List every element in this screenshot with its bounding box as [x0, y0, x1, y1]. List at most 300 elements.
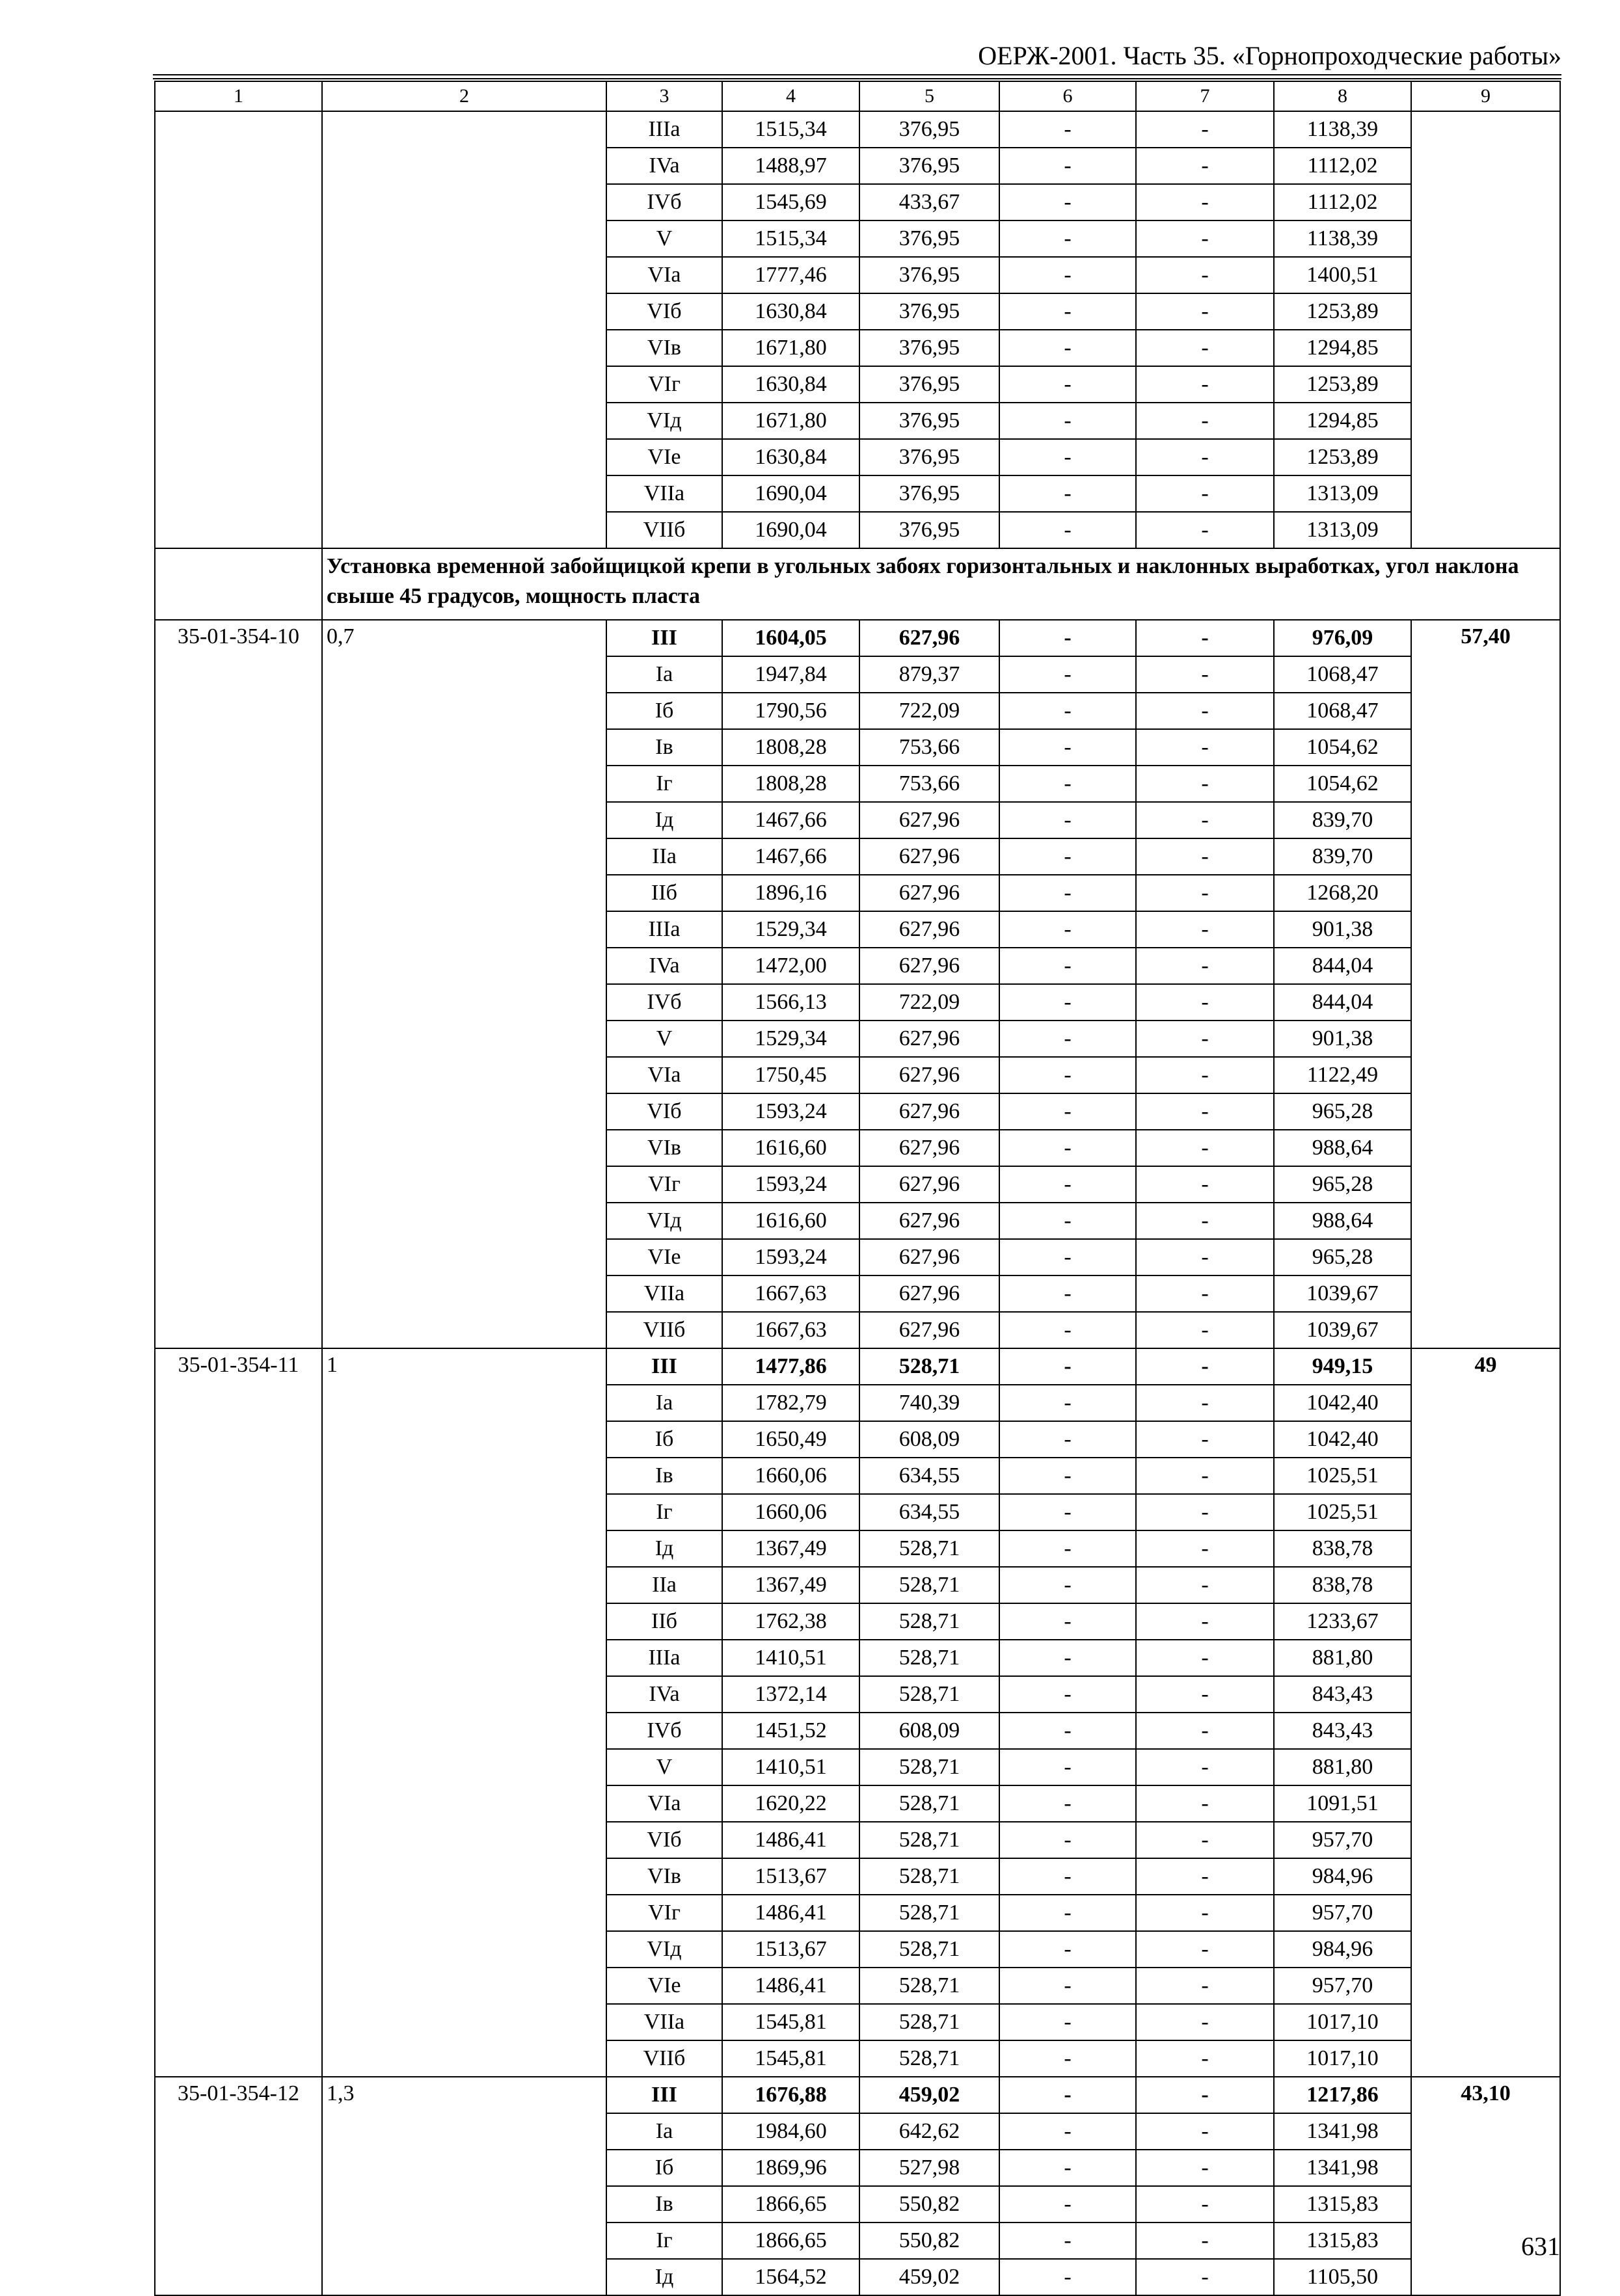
value-cell: 627,96 — [859, 875, 999, 911]
value-cell: - — [1136, 1785, 1274, 1822]
value-cell: - — [999, 1749, 1136, 1785]
value-cell: VIa — [606, 1057, 722, 1093]
value-cell: 1042,40 — [1274, 1421, 1411, 1458]
value-cell: 1808,28 — [722, 766, 859, 802]
value-cell: 528,71 — [859, 2004, 999, 2040]
value-cell: 1068,47 — [1274, 656, 1411, 693]
total-cell: 49 — [1411, 1348, 1560, 2077]
value-cell: 901,38 — [1274, 1021, 1411, 1057]
value-cell: 1341,98 — [1274, 2113, 1411, 2150]
value-cell: - — [999, 1785, 1136, 1822]
value-cell: 984,96 — [1274, 1858, 1411, 1895]
value-cell: 634,55 — [859, 1494, 999, 1530]
value-cell: 1054,62 — [1274, 729, 1411, 766]
value-cell: VIв — [606, 1130, 722, 1166]
value-cell: 376,95 — [859, 366, 999, 403]
value-cell: 1545,69 — [722, 184, 859, 220]
value-cell: - — [999, 2040, 1136, 2077]
value-cell: - — [1136, 1567, 1274, 1603]
value-cell: 1593,24 — [722, 1239, 859, 1275]
value-cell: 527,98 — [859, 2150, 999, 2186]
value-cell: - — [999, 1057, 1136, 1093]
value-cell: 1782,79 — [722, 1385, 859, 1421]
value-cell: 376,95 — [859, 111, 999, 148]
value-cell: 1477,86 — [722, 1348, 859, 1385]
value-cell: VIa — [606, 1785, 722, 1822]
value-cell: Iд — [606, 802, 722, 838]
value-cell: - — [1136, 366, 1274, 403]
value-cell: 1667,63 — [722, 1275, 859, 1312]
value-cell: III — [606, 1348, 722, 1385]
value-cell: 528,71 — [859, 1822, 999, 1858]
value-cell: 627,96 — [859, 838, 999, 875]
value-cell: 608,09 — [859, 1421, 999, 1458]
value-cell: - — [1136, 1421, 1274, 1458]
value-cell: VIб — [606, 293, 722, 330]
value-cell: 1869,96 — [722, 2150, 859, 2186]
value-cell: - — [999, 838, 1136, 875]
value-cell: 1313,09 — [1274, 475, 1411, 512]
value-cell: 1750,45 — [722, 1057, 859, 1093]
value-cell: Iв — [606, 729, 722, 766]
value-cell: 1486,41 — [722, 1822, 859, 1858]
value-cell: 550,82 — [859, 2186, 999, 2223]
value-cell: 550,82 — [859, 2223, 999, 2259]
value-cell: 957,70 — [1274, 1895, 1411, 1931]
value-cell: 1947,84 — [722, 656, 859, 693]
value-cell: 1025,51 — [1274, 1494, 1411, 1530]
value-cell: - — [1136, 1494, 1274, 1530]
value-cell: 1253,89 — [1274, 366, 1411, 403]
value-cell: - — [999, 330, 1136, 366]
value-cell: - — [1136, 1676, 1274, 1713]
value-cell: - — [1136, 1968, 1274, 2004]
value-cell: 376,95 — [859, 475, 999, 512]
value-cell: 740,39 — [859, 1385, 999, 1421]
value-cell: 1593,24 — [722, 1093, 859, 1130]
value-cell: 1039,67 — [1274, 1275, 1411, 1312]
value-cell: 1866,65 — [722, 2223, 859, 2259]
value-cell: 528,71 — [859, 1348, 999, 1385]
value-cell: 528,71 — [859, 1567, 999, 1603]
value-cell: 1105,50 — [1274, 2259, 1411, 2295]
value-cell: - — [999, 293, 1136, 330]
value-cell: 627,96 — [859, 1021, 999, 1057]
value-cell: - — [999, 1676, 1136, 1713]
value-cell: 984,96 — [1274, 1931, 1411, 1968]
value-cell: - — [999, 1530, 1136, 1567]
value-cell: - — [1136, 1858, 1274, 1895]
value-cell: 528,71 — [859, 1858, 999, 1895]
value-cell: 1467,66 — [722, 802, 859, 838]
value-cell: - — [999, 1421, 1136, 1458]
value-cell: 627,96 — [859, 911, 999, 948]
value-cell: - — [1136, 1130, 1274, 1166]
value-cell: 1268,20 — [1274, 875, 1411, 911]
value-cell: - — [999, 512, 1136, 548]
value-cell: VIд — [606, 1931, 722, 1968]
value-cell: VIв — [606, 1858, 722, 1895]
value-cell: - — [1136, 729, 1274, 766]
value-cell: 965,28 — [1274, 1093, 1411, 1130]
value-cell: 376,95 — [859, 148, 999, 184]
value-cell: - — [1136, 1931, 1274, 1968]
value-cell: 627,96 — [859, 1130, 999, 1166]
value-cell: VIe — [606, 1968, 722, 2004]
value-cell: - — [1136, 2077, 1274, 2113]
value-cell: 376,95 — [859, 293, 999, 330]
value-cell: - — [999, 2150, 1136, 2186]
value-cell: - — [1136, 838, 1274, 875]
page-number: 631 — [1521, 2232, 1560, 2261]
value-cell: - — [999, 1822, 1136, 1858]
value-cell: 1410,51 — [722, 1640, 859, 1676]
value-cell: Iг — [606, 766, 722, 802]
value-cell: Iд — [606, 2259, 722, 2295]
value-cell: 528,71 — [859, 2040, 999, 2077]
value-cell: 843,43 — [1274, 1713, 1411, 1749]
column-header: 1 — [155, 81, 322, 111]
value-cell: 1112,02 — [1274, 184, 1411, 220]
value-cell: - — [999, 1203, 1136, 1239]
code-cell: 35-01-354-12 — [155, 2077, 322, 2295]
value-cell: 627,96 — [859, 1166, 999, 1203]
value-cell: IIб — [606, 875, 722, 911]
value-cell: Iб — [606, 693, 722, 729]
value-cell: 1690,04 — [722, 512, 859, 548]
value-cell: VIг — [606, 1895, 722, 1931]
value-cell: IIa — [606, 1567, 722, 1603]
value-cell: - — [999, 439, 1136, 475]
value-cell: 1604,05 — [722, 620, 859, 656]
value-cell: 1777,46 — [722, 257, 859, 293]
value-cell: - — [1136, 184, 1274, 220]
value-cell: 844,04 — [1274, 984, 1411, 1021]
value-cell: 1372,14 — [722, 1676, 859, 1713]
header-rule-bottom — [153, 78, 1561, 79]
value-cell: VIб — [606, 1822, 722, 1858]
table-body — [155, 81, 1560, 2295]
value-cell: - — [999, 1275, 1136, 1312]
value-cell: 1513,67 — [722, 1858, 859, 1895]
value-cell: 988,64 — [1274, 1130, 1411, 1166]
value-cell: IVa — [606, 148, 722, 184]
value-cell: - — [1136, 1822, 1274, 1858]
total-cell: 57,40 — [1411, 620, 1560, 1348]
value-cell: 376,95 — [859, 257, 999, 293]
value-cell: - — [999, 1312, 1136, 1348]
value-cell: - — [1136, 1239, 1274, 1275]
value-cell: 1529,34 — [722, 911, 859, 948]
value-cell: - — [999, 1640, 1136, 1676]
value-cell: VIe — [606, 439, 722, 475]
value-cell: V — [606, 1021, 722, 1057]
value-cell: - — [1136, 293, 1274, 330]
column-header: 9 — [1411, 81, 1560, 111]
value-cell: 839,70 — [1274, 838, 1411, 875]
value-cell: 376,95 — [859, 220, 999, 257]
column-header: 2 — [322, 81, 606, 111]
value-cell: 627,96 — [859, 948, 999, 984]
value-cell: - — [999, 2186, 1136, 2223]
value-cell: 1042,40 — [1274, 1385, 1411, 1421]
value-cell: 722,09 — [859, 693, 999, 729]
value-cell: VIд — [606, 403, 722, 439]
value-cell: 627,96 — [859, 1057, 999, 1093]
value-cell: 627,96 — [859, 620, 999, 656]
value-cell: - — [999, 1348, 1136, 1385]
value-cell: Iв — [606, 2186, 722, 2223]
value-cell: - — [999, 656, 1136, 693]
value-cell: 1217,86 — [1274, 2077, 1411, 2113]
value-cell: - — [999, 1895, 1136, 1931]
value-cell: 843,43 — [1274, 1676, 1411, 1713]
value-cell: - — [1136, 1458, 1274, 1494]
value-cell: 1616,60 — [722, 1130, 859, 1166]
value-cell: - — [999, 1603, 1136, 1640]
value-cell: 965,28 — [1274, 1166, 1411, 1203]
value-cell: Ia — [606, 656, 722, 693]
value-cell: - — [1136, 403, 1274, 439]
value-cell: - — [999, 1239, 1136, 1275]
value-cell: 1566,13 — [722, 984, 859, 1021]
value-cell: - — [999, 257, 1136, 293]
value-cell: - — [1136, 475, 1274, 512]
value-cell: 1667,63 — [722, 1312, 859, 1348]
value-cell: - — [1136, 1603, 1274, 1640]
value-cell: 1513,67 — [722, 1931, 859, 1968]
value-cell: VIIa — [606, 2004, 722, 2040]
value-cell: 1486,41 — [722, 1968, 859, 2004]
param-cell: 1,3 — [322, 2077, 606, 2295]
value-cell: - — [1136, 802, 1274, 838]
value-cell: - — [1136, 1640, 1274, 1676]
value-cell: 1671,80 — [722, 330, 859, 366]
value-cell: - — [1136, 1166, 1274, 1203]
value-cell: 1467,66 — [722, 838, 859, 875]
value-cell: 838,78 — [1274, 1530, 1411, 1567]
value-cell: 1367,49 — [722, 1567, 859, 1603]
value-cell: 376,95 — [859, 439, 999, 475]
value-cell: 1400,51 — [1274, 257, 1411, 293]
value-cell: 459,02 — [859, 2077, 999, 2113]
table-row — [155, 1348, 1560, 1385]
value-cell: - — [1136, 148, 1274, 184]
value-cell: 949,15 — [1274, 1348, 1411, 1385]
value-cell: 1054,62 — [1274, 766, 1411, 802]
value-cell: Iв — [606, 1458, 722, 1494]
value-cell: 988,64 — [1274, 1203, 1411, 1239]
value-cell: - — [999, 1968, 1136, 2004]
value-cell: 376,95 — [859, 403, 999, 439]
value-cell: IIIa — [606, 1640, 722, 1676]
value-cell: 1515,34 — [722, 220, 859, 257]
value-cell: - — [999, 148, 1136, 184]
value-cell: 753,66 — [859, 729, 999, 766]
value-cell: IIIa — [606, 111, 722, 148]
value-cell: - — [1136, 220, 1274, 257]
value-cell: 1486,41 — [722, 1895, 859, 1931]
value-cell: III — [606, 2077, 722, 2113]
page-header: ОЕРЖ-2001. Часть 35. «Горнопроходческие работы» — [978, 41, 1561, 70]
value-cell: - — [1136, 656, 1274, 693]
value-cell: 1762,38 — [722, 1603, 859, 1640]
value-cell: IVб — [606, 1713, 722, 1749]
value-cell: 528,71 — [859, 1968, 999, 2004]
value-cell: 528,71 — [859, 1785, 999, 1822]
value-cell: - — [1136, 2040, 1274, 2077]
value-cell: V — [606, 1749, 722, 1785]
value-cell: 1122,49 — [1274, 1057, 1411, 1093]
value-cell: IVб — [606, 984, 722, 1021]
value-cell: 1650,49 — [722, 1421, 859, 1458]
value-cell: - — [1136, 1713, 1274, 1749]
value-cell: - — [999, 766, 1136, 802]
column-header: 8 — [1274, 81, 1411, 111]
value-cell: 1896,16 — [722, 875, 859, 911]
value-cell: 1367,49 — [722, 1530, 859, 1567]
param-cell — [322, 111, 606, 548]
value-cell: - — [999, 2259, 1136, 2295]
value-cell: 839,70 — [1274, 802, 1411, 838]
value-cell: VIг — [606, 1166, 722, 1203]
value-cell: - — [1136, 1312, 1274, 1348]
value-cell: - — [1136, 111, 1274, 148]
value-cell: 753,66 — [859, 766, 999, 802]
value-cell: 1025,51 — [1274, 1458, 1411, 1494]
value-cell: 1315,83 — [1274, 2186, 1411, 2223]
value-cell: VIa — [606, 257, 722, 293]
value-cell: Ia — [606, 2113, 722, 2150]
value-cell: - — [1136, 1021, 1274, 1057]
value-cell: - — [1136, 2004, 1274, 2040]
value-cell: VIг — [606, 366, 722, 403]
value-cell: 1313,09 — [1274, 512, 1411, 548]
param-cell: 0,7 — [322, 620, 606, 1348]
table-row — [155, 2077, 1560, 2113]
value-cell: 642,62 — [859, 2113, 999, 2150]
value-cell: - — [1136, 2223, 1274, 2259]
value-cell: 1341,98 — [1274, 2150, 1411, 2186]
value-cell: 1253,89 — [1274, 293, 1411, 330]
value-cell: Iб — [606, 1421, 722, 1458]
value-cell: - — [1136, 512, 1274, 548]
value-cell: - — [1136, 2150, 1274, 2186]
value-cell: 1529,34 — [722, 1021, 859, 1057]
code-cell: 35-01-354-11 — [155, 1348, 322, 2077]
value-cell: - — [1136, 911, 1274, 948]
value-cell: 1676,88 — [722, 2077, 859, 2113]
value-cell: 1233,67 — [1274, 1603, 1411, 1640]
value-cell: VIIa — [606, 1275, 722, 1312]
value-cell: 1039,67 — [1274, 1312, 1411, 1348]
value-cell: - — [1136, 1203, 1274, 1239]
value-cell: - — [999, 1494, 1136, 1530]
value-cell: - — [999, 1166, 1136, 1203]
total-cell: 43,10 — [1411, 2077, 1560, 2295]
value-cell: - — [999, 403, 1136, 439]
value-cell: - — [1136, 875, 1274, 911]
value-cell: - — [1136, 2259, 1274, 2295]
column-header: 7 — [1136, 81, 1274, 111]
value-cell: 528,71 — [859, 1749, 999, 1785]
value-cell: - — [1136, 620, 1274, 656]
value-cell: - — [999, 1385, 1136, 1421]
value-cell: 957,70 — [1274, 1968, 1411, 2004]
value-cell: - — [999, 1931, 1136, 1968]
value-cell: 1091,51 — [1274, 1785, 1411, 1822]
value-cell: 976,09 — [1274, 620, 1411, 656]
value-cell: 528,71 — [859, 1895, 999, 1931]
table-row — [155, 111, 1560, 148]
value-cell: 1593,24 — [722, 1166, 859, 1203]
value-cell: IVa — [606, 948, 722, 984]
section-row — [155, 548, 1560, 620]
value-cell: VIд — [606, 1203, 722, 1239]
value-cell: 528,71 — [859, 1676, 999, 1713]
value-cell: - — [999, 1713, 1136, 1749]
code-cell — [155, 111, 322, 548]
value-cell: 1545,81 — [722, 2004, 859, 2040]
value-cell: 838,78 — [1274, 1567, 1411, 1603]
value-cell: 1808,28 — [722, 729, 859, 766]
value-cell: VIIб — [606, 2040, 722, 2077]
value-cell: Iг — [606, 2223, 722, 2259]
value-cell: IIIa — [606, 911, 722, 948]
value-cell: - — [999, 1567, 1136, 1603]
value-cell: 1630,84 — [722, 293, 859, 330]
value-cell: 627,96 — [859, 1312, 999, 1348]
value-cell: 528,71 — [859, 1931, 999, 1968]
value-cell: 957,70 — [1274, 1822, 1411, 1858]
header-rule-top — [153, 74, 1561, 75]
value-cell: 1790,56 — [722, 693, 859, 729]
value-cell: - — [999, 911, 1136, 948]
value-cell: 1138,39 — [1274, 111, 1411, 148]
value-cell: - — [1136, 1348, 1274, 1385]
code-cell: 35-01-354-10 — [155, 620, 322, 1348]
value-cell: 1630,84 — [722, 366, 859, 403]
value-cell: - — [999, 1458, 1136, 1494]
value-cell: 1472,00 — [722, 948, 859, 984]
value-cell: IIб — [606, 1603, 722, 1640]
column-header-row — [155, 81, 1560, 111]
value-cell: III — [606, 620, 722, 656]
value-cell: 1866,65 — [722, 2186, 859, 2223]
param-cell: 1 — [322, 1348, 606, 2077]
value-cell: - — [999, 1021, 1136, 1057]
value-cell: 1488,97 — [722, 148, 859, 184]
value-cell: - — [999, 1858, 1136, 1895]
value-cell: 627,96 — [859, 1239, 999, 1275]
value-cell: - — [1136, 766, 1274, 802]
value-cell: - — [999, 111, 1136, 148]
value-cell: 1515,34 — [722, 111, 859, 148]
value-cell: - — [999, 948, 1136, 984]
value-cell: 881,80 — [1274, 1640, 1411, 1676]
value-cell: 722,09 — [859, 984, 999, 1021]
value-cell: VIIa — [606, 475, 722, 512]
value-cell: Iг — [606, 1494, 722, 1530]
value-cell: 1294,85 — [1274, 403, 1411, 439]
value-cell: - — [999, 2223, 1136, 2259]
value-cell: - — [1136, 693, 1274, 729]
value-cell: - — [1136, 1275, 1274, 1312]
value-cell: - — [999, 184, 1136, 220]
value-cell: 844,04 — [1274, 948, 1411, 984]
value-cell: - — [1136, 948, 1274, 984]
value-cell: VIв — [606, 330, 722, 366]
